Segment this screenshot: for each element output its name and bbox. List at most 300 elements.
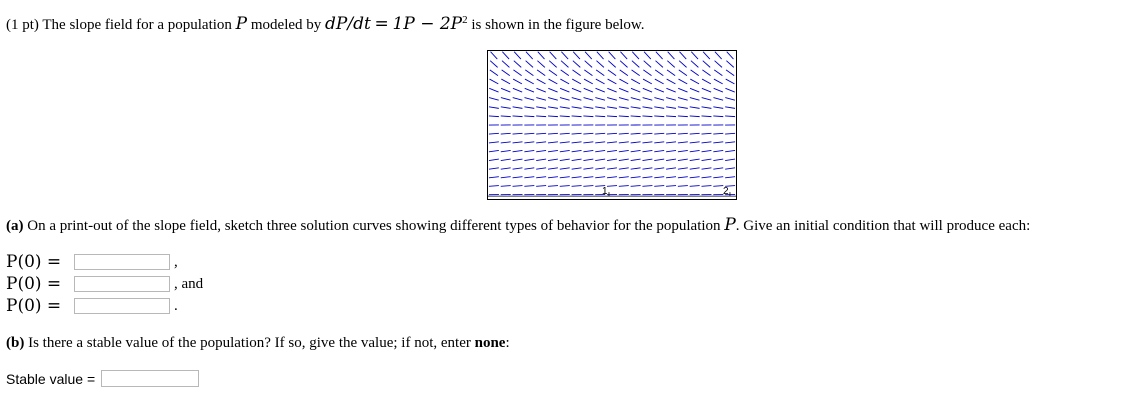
initial-condition-suffix: . <box>174 297 178 314</box>
slope-segment <box>679 70 687 76</box>
slope-segment <box>596 79 605 84</box>
slope-segment <box>513 88 522 92</box>
stable-value-row <box>6 370 199 387</box>
slope-segment <box>548 107 558 109</box>
x-tick-label: 2 <box>722 186 729 198</box>
question-text <box>6 14 645 34</box>
slope-segment <box>631 142 641 143</box>
question-prefix: (1 pt) The slope field for a population <box>6 17 232 33</box>
slope-segment <box>560 177 570 178</box>
slope-segment <box>560 150 570 151</box>
slope-segment <box>619 168 629 169</box>
slope-segment <box>679 61 686 68</box>
slope-segment <box>584 79 593 84</box>
slope-segment <box>583 168 593 169</box>
slope-segment <box>560 88 569 92</box>
slope-segment <box>595 107 605 109</box>
slope-segment <box>536 177 546 178</box>
slope-segment <box>501 177 511 178</box>
slope-segment <box>607 150 617 151</box>
slope-segment <box>583 107 593 109</box>
slope-segment <box>655 88 664 92</box>
population-variable: P <box>235 14 248 34</box>
slope-segment <box>643 70 651 76</box>
slope-segment <box>607 159 617 160</box>
slope-segment <box>702 168 712 169</box>
slope-segment <box>631 116 641 117</box>
slope-segment <box>713 186 723 187</box>
slope-segment <box>560 133 570 134</box>
slope-segment <box>572 79 581 84</box>
slope-segment <box>608 79 617 84</box>
slope-segment <box>524 142 534 143</box>
slope-segment <box>713 159 723 160</box>
slope-segment <box>560 79 569 84</box>
slope-segment <box>690 88 699 92</box>
slope-segment <box>714 70 722 76</box>
slope-segment <box>678 79 687 84</box>
slope-segment <box>536 133 546 134</box>
slope-segment <box>595 98 605 101</box>
slope-segment <box>607 186 617 187</box>
slope-segment <box>536 168 546 169</box>
slope-segment <box>560 168 570 169</box>
slope-segment <box>572 142 582 143</box>
slope-segment <box>524 133 534 134</box>
slope-segment <box>725 168 735 169</box>
slope-segment <box>491 52 498 59</box>
slope-segment <box>631 159 641 160</box>
slope-segment <box>713 168 723 169</box>
slope-segment <box>573 61 580 68</box>
slope-segment <box>526 61 533 68</box>
slope-segment <box>561 70 569 76</box>
slope-segment <box>642 177 652 178</box>
slope-segment <box>560 159 570 160</box>
slope-segment <box>583 186 593 187</box>
slope-segment <box>678 98 688 101</box>
slope-segment <box>678 159 688 160</box>
initial-condition-suffix: , <box>174 253 178 270</box>
slope-segment <box>642 168 652 169</box>
slope-segment <box>560 98 570 101</box>
slope-segment <box>619 98 629 101</box>
slope-segment <box>666 142 676 143</box>
slope-segment <box>560 186 570 187</box>
slope-segment <box>725 98 735 101</box>
slope-segment <box>489 88 498 92</box>
slope-segment <box>619 79 628 84</box>
initial-condition-input-2[interactable] <box>74 276 170 292</box>
slope-segment <box>524 159 534 160</box>
slope-segment <box>595 177 605 178</box>
slope-segment <box>513 107 523 109</box>
slope-segment <box>537 70 545 76</box>
slope-segment <box>595 168 605 169</box>
slope-segment <box>668 52 675 59</box>
slope-segment <box>513 116 523 117</box>
slope-segment <box>585 61 592 68</box>
initial-condition-label: P(0) = <box>6 296 62 316</box>
slope-segment <box>514 61 521 68</box>
slope-segment <box>572 107 582 109</box>
slope-segment <box>713 98 723 101</box>
slope-segment <box>678 186 688 187</box>
slope-segment <box>643 88 652 92</box>
slope-segment <box>537 61 544 68</box>
slope-segment <box>690 186 700 187</box>
slope-segment <box>549 61 556 68</box>
slope-segment <box>690 177 700 178</box>
slope-segment <box>548 177 558 178</box>
slope-segment <box>642 150 652 151</box>
slope-segment <box>572 168 582 169</box>
slope-segment <box>619 150 629 151</box>
equation-equals: = <box>374 14 389 34</box>
slope-segment <box>596 88 605 92</box>
slope-segment <box>690 133 700 134</box>
slope-segment <box>501 142 511 143</box>
initial-condition-input-1[interactable] <box>74 254 170 270</box>
slope-segment <box>560 107 570 109</box>
slope-segment <box>619 133 629 134</box>
question-suffix: is shown in the figure below. <box>471 17 645 33</box>
part-a-text <box>6 215 1030 235</box>
slope-segment <box>642 142 652 143</box>
slope-segment <box>690 98 700 101</box>
slope-segment <box>608 70 616 76</box>
slope-segment <box>713 107 723 109</box>
slope-segment <box>596 70 604 76</box>
slope-segment <box>678 168 688 169</box>
slope-segment <box>513 177 523 178</box>
slope-segment <box>501 133 511 134</box>
initial-condition-row-2 <box>6 274 203 294</box>
slope-segment <box>572 186 582 187</box>
slope-segment <box>725 133 735 134</box>
slope-segment <box>654 186 664 187</box>
slope-segment <box>702 177 712 178</box>
slope-segment <box>595 159 605 160</box>
slope-segment <box>525 88 534 92</box>
slope-segment <box>585 52 592 59</box>
part-b-label: (b) <box>6 335 25 351</box>
slope-segment <box>549 70 557 76</box>
slope-segment <box>513 142 523 143</box>
slope-segment <box>489 107 499 109</box>
part-b-text <box>6 335 510 352</box>
slope-segment <box>607 142 617 143</box>
slope-segment <box>715 61 722 68</box>
slope-segment <box>655 79 664 84</box>
slope-segment <box>607 133 617 134</box>
part-b-body: Is there a stable value of the population? If so, give the value; if not, enter <box>28 335 471 351</box>
slope-segment <box>654 116 664 117</box>
slope-segment <box>667 79 676 84</box>
slope-segment <box>514 52 521 59</box>
slope-segment <box>548 168 558 169</box>
slope-segment <box>513 70 521 76</box>
slope-segment <box>607 98 617 101</box>
slope-segment <box>642 133 652 134</box>
slope-segment <box>679 52 686 59</box>
slope-segment <box>702 107 712 109</box>
slope-segment <box>713 142 723 143</box>
slope-field-plot <box>488 51 736 199</box>
slope-segment <box>690 142 700 143</box>
slope-segment <box>501 88 510 92</box>
slope-segment <box>702 98 712 101</box>
slope-segment <box>725 177 735 178</box>
slope-segment <box>702 150 712 151</box>
slope-segment <box>501 186 511 187</box>
slope-segment <box>642 186 652 187</box>
slope-segment <box>666 159 676 160</box>
slope-segment <box>655 70 663 76</box>
slope-segment <box>572 88 581 92</box>
slope-segment <box>678 150 688 151</box>
slope-segment <box>701 186 711 187</box>
slope-segment <box>702 142 712 143</box>
slope-segment <box>643 98 653 101</box>
slope-segment <box>513 79 522 84</box>
slope-segment <box>595 150 605 151</box>
slope-segment <box>536 186 546 187</box>
slope-segment <box>584 88 593 92</box>
slope-segment <box>666 107 676 109</box>
slope-segment <box>702 70 710 76</box>
slope-segment <box>725 142 735 143</box>
slope-segment <box>690 79 699 84</box>
slope-segment <box>619 88 628 92</box>
slope-segment <box>525 98 535 101</box>
slope-segment <box>549 79 558 84</box>
slope-segment <box>656 61 663 68</box>
slope-segment <box>548 150 558 151</box>
slope-segment <box>713 150 723 151</box>
slope-segment <box>513 133 523 134</box>
slope-segment <box>513 168 523 169</box>
slope-segment <box>607 88 616 92</box>
slope-segment <box>537 88 546 92</box>
initial-condition-row-3 <box>6 296 178 316</box>
slope-segment <box>502 61 509 68</box>
slope-segment <box>619 107 629 109</box>
equation-rhs: 1P − 2P <box>392 14 463 34</box>
slope-segment <box>631 79 640 84</box>
slope-segment <box>561 61 568 68</box>
slope-segment <box>678 133 688 134</box>
slope-segment <box>654 142 664 143</box>
slope-segment <box>631 150 641 151</box>
slope-segment <box>666 177 676 178</box>
slope-segment <box>572 133 582 134</box>
stable-value-input[interactable] <box>101 370 199 387</box>
part-a-end: . Give an initial condition that will produce each: <box>735 218 1031 234</box>
slope-segment <box>654 177 664 178</box>
slope-segment <box>690 150 700 151</box>
slope-segment <box>642 107 652 109</box>
slope-segment <box>702 79 711 84</box>
initial-condition-row-1 <box>6 252 178 272</box>
slope-segment <box>690 168 700 169</box>
slope-segment <box>596 61 603 68</box>
slope-segment <box>690 159 700 160</box>
slope-segment <box>631 98 641 101</box>
slope-segment <box>620 61 627 68</box>
slope-segment <box>524 150 534 151</box>
slope-segment <box>654 159 664 160</box>
slope-segment <box>513 159 523 160</box>
slope-segment <box>667 70 675 76</box>
slope-segment <box>595 133 605 134</box>
slope-segment <box>524 116 534 117</box>
slope-segment <box>537 79 546 84</box>
slope-segment <box>525 79 534 84</box>
equation-exponent: 2 <box>462 14 468 26</box>
slope-segment <box>715 52 722 59</box>
slope-segment <box>631 168 641 169</box>
slope-segment <box>714 79 723 84</box>
slope-segment <box>701 133 711 134</box>
slope-segment <box>607 177 617 178</box>
slope-segment <box>690 107 700 109</box>
slope-segment <box>703 52 710 59</box>
slope-segment <box>584 98 594 101</box>
slope-segment <box>620 52 627 59</box>
slope-segment <box>666 98 676 101</box>
slope-segment <box>632 70 640 76</box>
slope-segment <box>548 186 558 187</box>
slope-segment <box>667 61 674 68</box>
slope-segment <box>654 150 664 151</box>
slope-segment <box>490 70 498 76</box>
slope-segment <box>560 116 570 117</box>
slope-segment <box>572 116 582 117</box>
slope-segment <box>513 186 523 187</box>
slope-segment <box>702 88 711 92</box>
slope-segment <box>524 186 534 187</box>
slope-segment <box>548 88 557 92</box>
slope-segment <box>572 177 582 178</box>
slope-segment <box>643 79 652 84</box>
slope-segment <box>536 98 546 101</box>
slope-segment <box>489 177 499 178</box>
slope-segment <box>583 159 593 160</box>
slope-segment <box>725 107 735 109</box>
slope-segment <box>548 98 558 101</box>
slope-segment <box>524 107 534 109</box>
slope-segment <box>678 177 688 178</box>
slope-segment <box>548 116 558 117</box>
slope-segment <box>513 150 523 151</box>
slope-segment <box>583 150 593 151</box>
slope-segment <box>725 150 735 151</box>
slope-segment <box>631 88 640 92</box>
slope-segment <box>573 52 580 59</box>
x-tick-label: 1 <box>601 186 608 198</box>
slope-segment <box>502 52 509 59</box>
slope-segment <box>597 52 604 59</box>
slope-segment <box>489 159 499 160</box>
slope-segment <box>573 70 581 76</box>
slope-segment <box>666 88 675 92</box>
slope-segment <box>666 116 676 117</box>
slope-segment <box>548 133 558 134</box>
slope-segment <box>725 88 734 92</box>
slope-segment <box>678 107 688 109</box>
slope-segment <box>489 168 499 169</box>
slope-segment <box>501 116 511 117</box>
slope-segment <box>538 52 545 59</box>
slope-segment <box>666 186 676 187</box>
slope-segment <box>725 116 735 117</box>
slope-segment <box>654 98 664 101</box>
slope-segment <box>584 70 592 76</box>
slope-segment <box>631 107 641 109</box>
slope-segment <box>525 70 533 76</box>
slope-segment <box>619 142 629 143</box>
slope-segment <box>701 116 711 117</box>
slope-segment <box>548 159 558 160</box>
slope-segment <box>619 116 629 117</box>
slope-segment <box>536 142 546 143</box>
slope-segment <box>619 177 629 178</box>
part-a-variable: P <box>724 215 736 235</box>
slope-segment <box>703 61 710 68</box>
slope-segment <box>502 70 510 76</box>
slope-segment <box>691 52 698 59</box>
part-a-body: On a print-out of the slope field, sketch three solution curves showing different types of behavior for the population <box>27 218 721 234</box>
slope-segment <box>490 79 499 84</box>
initial-condition-label: P(0) = <box>6 274 62 294</box>
question-modeled-by: modeled by <box>250 17 322 33</box>
slope-segment <box>607 107 617 109</box>
slope-segment <box>654 168 664 169</box>
slope-segment <box>536 159 546 160</box>
part-b-none-keyword: none <box>474 335 506 351</box>
slope-segment <box>536 150 546 151</box>
slope-segment <box>489 133 499 134</box>
slope-segment <box>631 133 641 134</box>
slope-field-figure <box>487 50 737 200</box>
slope-segment <box>513 98 523 101</box>
slope-segment <box>644 52 651 59</box>
slope-segment <box>714 88 723 92</box>
slope-segment <box>595 142 605 143</box>
slope-segment <box>656 52 663 59</box>
slope-segment <box>654 107 664 109</box>
slope-segment <box>501 107 511 109</box>
slope-segment <box>609 52 616 59</box>
slope-segment <box>501 159 511 160</box>
initial-condition-input-3[interactable] <box>74 298 170 314</box>
slope-segment <box>666 133 676 134</box>
slope-segment <box>608 61 615 68</box>
slope-segment <box>726 79 735 84</box>
slope-segment <box>489 116 499 117</box>
slope-segment <box>642 159 652 160</box>
slope-segment <box>619 159 629 160</box>
slope-segment <box>631 177 641 178</box>
initial-condition-label: P(0) = <box>6 252 62 272</box>
slope-segment <box>632 61 639 68</box>
slope-segment <box>561 52 568 59</box>
slope-segment <box>690 116 700 117</box>
slope-segment <box>713 133 723 134</box>
slope-segment <box>572 150 582 151</box>
slope-segment <box>691 70 699 76</box>
